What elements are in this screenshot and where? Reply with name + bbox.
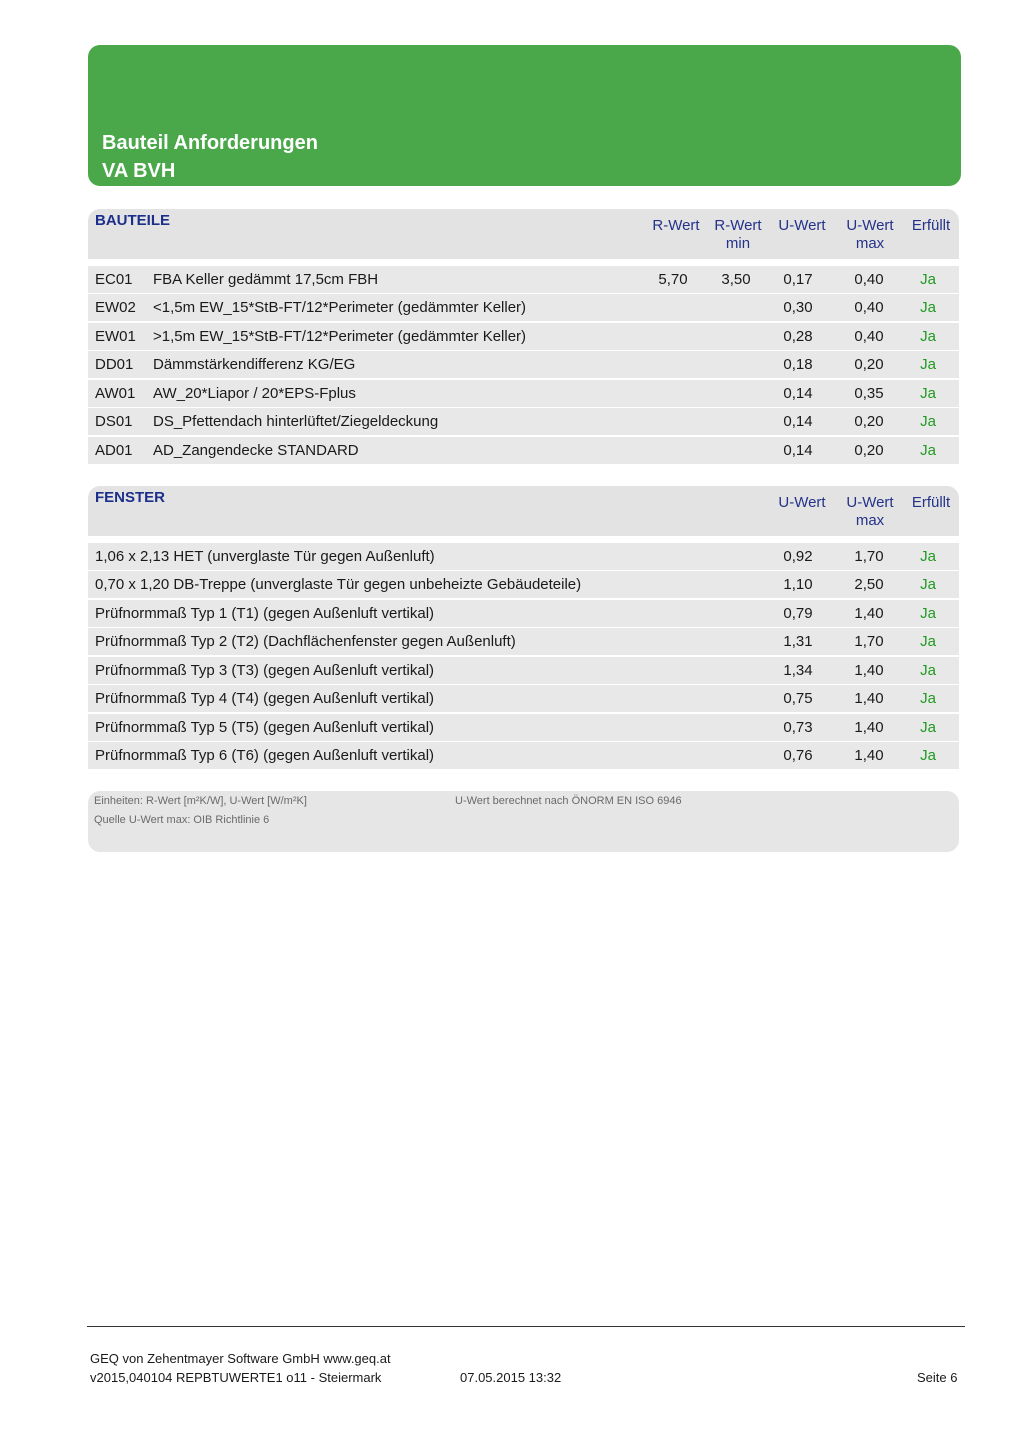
erfuellt-value: Ja <box>920 271 936 288</box>
table-row <box>88 685 959 712</box>
u-wert-value: 0,14 <box>783 413 813 431</box>
erfuellt-value: Ja <box>920 604 936 622</box>
col-r-wert-min-line2: min <box>725 235 751 252</box>
bauteil-name: DS_Pfettendach hinterlüftet/Ziegeldeckung <box>153 413 439 431</box>
col-r-wert: R-Wert <box>652 217 700 234</box>
col-u-wert-max <box>837 217 903 253</box>
report-header <box>88 45 961 186</box>
u-wert-max-value: 1,40 <box>854 747 884 765</box>
col-erfuellt: Erfüllt <box>911 217 951 234</box>
table-row <box>88 266 959 293</box>
bauteil-code: DD01 <box>95 356 134 374</box>
u-wert-max-value: 0,20 <box>854 413 884 431</box>
u-wert-value: 0,17 <box>783 271 813 288</box>
fenster-table <box>88 543 959 771</box>
u-wert-value: 0,14 <box>783 384 813 402</box>
u-wert-value: 0,73 <box>783 718 813 736</box>
erfuellt-value: Ja <box>920 718 936 736</box>
table-row <box>88 323 959 350</box>
notes-source: Quelle U-Wert max: OIB Richtlinie 6 <box>94 814 270 826</box>
col-u-wert-max-line1: U-Wert <box>846 217 894 234</box>
col-u-wert: U-Wert <box>778 217 826 234</box>
bauteil-name: AD_Zangendecke STANDARD <box>153 441 359 459</box>
bauteil-code: EC01 <box>95 271 133 288</box>
table-row <box>88 714 959 741</box>
u-wert-value: 0,75 <box>783 690 813 708</box>
table-row <box>88 351 959 378</box>
r-wert-value: 5,70 <box>658 271 688 288</box>
notes-units: Einheiten: R-Wert [m²K/W], U-Wert [W/m²K] <box>94 795 307 807</box>
table-row <box>88 600 959 627</box>
footer-divider <box>87 1326 965 1327</box>
u-wert-value: 0,30 <box>783 299 813 317</box>
erfuellt-value: Ja <box>920 327 936 345</box>
bauteil-name: FBA Keller gedämmt 17,5cm FBH <box>153 271 379 288</box>
footer-version: v2015,040104 REPBTUWERTE1 o11 - Steiermark <box>90 1370 382 1385</box>
col-fenster-u-wert-max-line2: max <box>855 512 885 529</box>
u-wert-max-value: 0,35 <box>854 384 884 402</box>
table-row <box>88 628 959 655</box>
u-wert-max-value: 0,40 <box>854 327 884 345</box>
col-fenster-erfuellt: Erfüllt <box>911 494 951 511</box>
bauteile-header <box>88 209 959 259</box>
bauteil-name: <1,5m EW_15*StB-FT/12*Perimeter (gedämmter Keller) <box>153 299 527 317</box>
erfuellt-value: Ja <box>920 747 936 765</box>
notes-box <box>88 791 959 852</box>
erfuellt-value: Ja <box>920 661 936 679</box>
bauteile-title: BAUTEILE <box>95 212 170 229</box>
fenster-name: Prüfnormmaß Typ 3 (T3) (gegen Außenluft vertikal) <box>95 661 435 679</box>
u-wert-value: 0,14 <box>783 441 813 459</box>
notes-norm: U-Wert berechnet nach ÖNORM EN ISO 6946 <box>455 795 682 807</box>
u-wert-value: 0,18 <box>783 356 813 374</box>
bauteile-table <box>88 266 959 465</box>
r-wert-min-value: 3,50 <box>721 271 751 288</box>
erfuellt-value: Ja <box>920 690 936 708</box>
fenster-title: FENSTER <box>95 489 166 506</box>
footer-company: GEQ von Zehentmayer Software GmbH www.geq.at <box>90 1351 391 1366</box>
col-fenster-u-wert-max <box>837 494 903 530</box>
col-u-wert-max-line2: max <box>855 235 885 252</box>
u-wert-value: 0,92 <box>783 548 813 565</box>
bauteil-code: DS01 <box>95 413 133 431</box>
footer-page: Seite 6 <box>917 1370 958 1385</box>
fenster-header <box>88 486 959 536</box>
table-row <box>88 543 959 570</box>
fenster-name: Prüfnormmaß Typ 6 (T6) (gegen Außenluft vertikal) <box>95 747 435 765</box>
erfuellt-value: Ja <box>920 356 936 374</box>
table-row <box>88 571 959 598</box>
u-wert-max-value: 0,40 <box>854 299 884 317</box>
col-fenster-u-wert: U-Wert <box>778 494 826 511</box>
fenster-name: Prüfnormmaß Typ 2 (T2) (Dachflächenfenster gegen Außenluft) <box>95 633 516 651</box>
bauteil-name: Dämmstärkendifferenz KG/EG <box>153 356 356 374</box>
erfuellt-value: Ja <box>920 576 936 594</box>
erfuellt-value: Ja <box>920 413 936 431</box>
fenster-name: Prüfnormmaß Typ 4 (T4) (gegen Außenluft vertikal) <box>95 690 435 708</box>
table-row <box>88 380 959 407</box>
table-row <box>88 437 959 464</box>
u-wert-max-value: 1,70 <box>854 633 884 651</box>
bauteil-code: EW02 <box>95 299 136 317</box>
u-wert-max-value: 1,40 <box>854 690 884 708</box>
table-row <box>88 657 959 684</box>
u-wert-value: 0,76 <box>783 747 813 765</box>
u-wert-value: 1,34 <box>783 661 813 679</box>
u-wert-max-value: 0,40 <box>854 271 884 288</box>
fenster-name: Prüfnormmaß Typ 1 (T1) (gegen Außenluft vertikal) <box>95 604 435 622</box>
bauteil-name: >1,5m EW_15*StB-FT/12*Perimeter (gedämmter Keller) <box>153 327 527 345</box>
table-row <box>88 408 959 435</box>
bauteil-code: EW01 <box>95 327 136 345</box>
bauteil-name: AW_20*Liapor / 20*EPS-Fplus <box>153 384 356 402</box>
erfuellt-value: Ja <box>920 441 936 459</box>
u-wert-value: 1,10 <box>783 576 813 594</box>
u-wert-value: 1,31 <box>783 633 813 651</box>
bauteil-code: AD01 <box>95 441 133 459</box>
erfuellt-value: Ja <box>920 633 936 651</box>
bauteil-code: AW01 <box>95 384 136 402</box>
table-row <box>88 742 959 769</box>
u-wert-max-value: 0,20 <box>854 441 884 459</box>
erfuellt-value: Ja <box>920 548 936 565</box>
u-wert-max-value: 1,40 <box>854 718 884 736</box>
u-wert-value: 0,28 <box>783 327 813 345</box>
footer-datetime: 07.05.2015 13:32 <box>460 1370 562 1385</box>
u-wert-value: 0,79 <box>783 604 813 622</box>
report-title: Bauteil Anforderungen <box>102 132 318 154</box>
report-subtitle: VA BVH <box>102 160 176 182</box>
fenster-name: 1,06 x 2,13 HET (unverglaste Tür gegen Außenluft) <box>95 548 435 565</box>
fenster-name: 0,70 x 1,20 DB-Treppe (unverglaste Tür gegen unbeheizte Gebäudeteile) <box>95 576 582 594</box>
col-r-wert-min <box>705 217 771 253</box>
fenster-name: Prüfnormmaß Typ 5 (T5) (gegen Außenluft vertikal) <box>95 718 435 736</box>
u-wert-max-value: 0,20 <box>854 356 884 374</box>
u-wert-max-value: 1,40 <box>854 604 884 622</box>
table-row <box>88 294 959 321</box>
col-r-wert-min-line1: R-Wert <box>714 217 762 234</box>
u-wert-max-value: 1,70 <box>854 548 884 565</box>
erfuellt-value: Ja <box>920 384 936 402</box>
u-wert-max-value: 1,40 <box>854 661 884 679</box>
u-wert-max-value: 2,50 <box>854 576 884 594</box>
col-fenster-u-wert-max-line1: U-Wert <box>846 494 894 511</box>
erfuellt-value: Ja <box>920 299 936 317</box>
